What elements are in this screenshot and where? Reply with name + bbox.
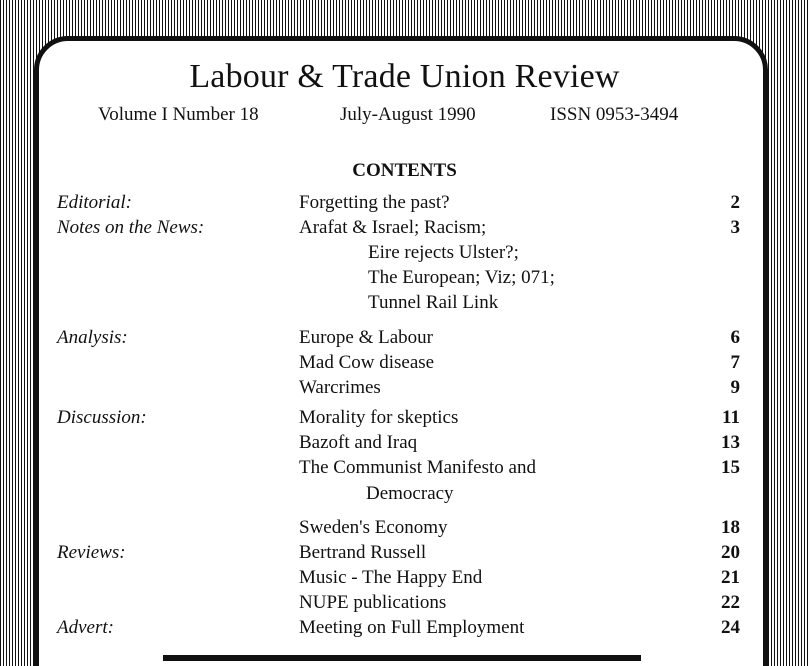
article-title: Sweden's Economy <box>299 517 448 538</box>
publication-title: Labour & Trade Union Review <box>189 58 620 95</box>
page-number: 15 <box>721 457 740 478</box>
contents-row <box>0 267 809 291</box>
contents-row <box>0 457 809 481</box>
section-label: Reviews: <box>57 542 126 563</box>
article-title: Mad Cow disease <box>299 352 435 373</box>
article-title: Morality for skeptics <box>299 407 459 428</box>
article-title: Meeting on Full Employment <box>299 617 525 638</box>
article-title-continued: Tunnel Rail Link <box>368 292 499 313</box>
page-number: 22 <box>721 592 740 613</box>
article-title: Arafat & Israel; Racism; <box>299 217 487 238</box>
section-label: Analysis: <box>57 327 128 348</box>
article-title: Warcrimes <box>299 377 381 398</box>
section-label: Discussion: <box>57 407 147 428</box>
page-number: 7 <box>730 352 740 373</box>
page-number: 24 <box>721 617 740 638</box>
contents-row <box>0 567 809 591</box>
bottom-rule <box>163 655 641 661</box>
article-title: Europe & Labour <box>299 327 434 348</box>
section-label: Notes on the News: <box>57 217 205 238</box>
page-number: 21 <box>721 567 740 588</box>
section-label: Advert: <box>57 617 114 638</box>
contents-row <box>0 292 809 316</box>
section-label: Editorial: <box>57 192 132 213</box>
article-title: Bertrand Russell <box>299 542 427 563</box>
issn: ISSN 0953-3494 <box>550 104 679 125</box>
contents-row <box>0 352 809 376</box>
contents-row <box>0 242 809 266</box>
article-title: NUPE publications <box>299 592 447 613</box>
issue-date: July-August 1990 <box>340 104 476 125</box>
article-title-continued: The European; Viz; 071; <box>368 267 555 288</box>
contents-row <box>0 517 809 541</box>
volume-number: Volume I Number 18 <box>98 104 259 125</box>
page-number: 13 <box>721 432 740 453</box>
contents-row <box>0 542 809 566</box>
page-number: 18 <box>721 517 740 538</box>
article-title: The Communist Manifesto and <box>299 457 536 478</box>
contents-row <box>0 407 809 431</box>
page-number: 2 <box>730 192 740 213</box>
contents-row <box>0 217 809 241</box>
article-title: Music - The Happy End <box>299 567 483 588</box>
page-number: 11 <box>722 407 740 428</box>
article-title: Bazoft and Iraq <box>299 432 418 453</box>
contents-row <box>0 432 809 456</box>
article-title-continued: Democracy <box>366 483 454 504</box>
article-title-continued: Eire rejects Ulster?; <box>368 242 519 263</box>
page-number: 20 <box>721 542 740 563</box>
contents-row <box>0 617 809 641</box>
page-number: 6 <box>730 327 740 348</box>
contents-row <box>0 192 809 216</box>
contents-row <box>0 483 809 507</box>
page-number: 9 <box>730 377 740 398</box>
article-title: Forgetting the past? <box>299 192 450 213</box>
contents-row <box>0 377 809 401</box>
contents-row <box>0 327 809 351</box>
contents-row <box>0 592 809 616</box>
contents-heading: CONTENTS <box>352 160 457 181</box>
page-number: 3 <box>730 217 740 238</box>
